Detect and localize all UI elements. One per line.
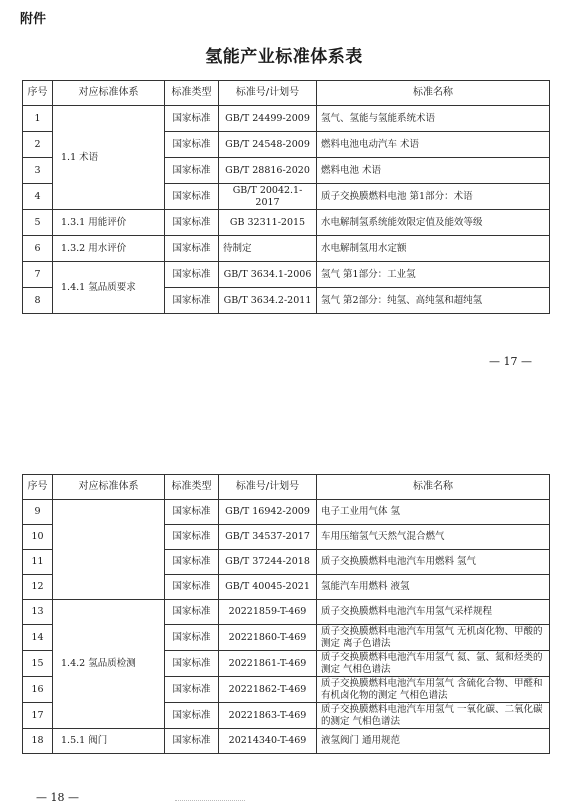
row-name: 水电解制氢用水定额 (317, 236, 550, 262)
row-name: 氢气、氢能与氢能系统术语 (317, 106, 550, 132)
row-no: 7 (23, 262, 53, 288)
row-no: 6 (23, 236, 53, 262)
row-type: 国家标准 (165, 625, 219, 651)
row-system: 1.5.1 阀门 (53, 729, 165, 754)
row-system: 1.1 术语 (53, 106, 165, 210)
row-code: GB/T 3634.2-2011 (219, 288, 317, 314)
row-name: 质子交换膜燃料电池 第1部分：术语 (317, 184, 550, 210)
row-type: 国家标准 (165, 525, 219, 550)
col-header-code: 标准号/计划号 (219, 81, 317, 106)
row-name: 氢气 第1部分：工业氢 (317, 262, 550, 288)
standards-table-page-18 (22, 474, 550, 754)
row-name: 质子交换膜燃料电池汽车用氢气 无机卤化物、甲酸的测定 离子色谱法 (317, 625, 550, 651)
row-name: 燃料电池电动汽车 术语 (317, 132, 550, 158)
row-code: 20221863-T-469 (219, 703, 317, 729)
row-no: 4 (23, 184, 53, 210)
col-header-no: 序号 (23, 475, 53, 500)
row-name: 液氢阀门 通用规范 (317, 729, 550, 754)
row-type: 国家标准 (165, 729, 219, 754)
standards-table-page-17 (22, 80, 550, 314)
row-system: 1.3.1 用能评价 (53, 210, 165, 236)
row-code: GB/T 34537-2017 (219, 525, 317, 550)
row-no: 8 (23, 288, 53, 314)
col-header-type: 标准类型 (165, 81, 219, 106)
row-no: 11 (23, 550, 53, 575)
row-no: 14 (23, 625, 53, 651)
table-row (23, 600, 550, 625)
page-number-17: — 17 — (489, 355, 532, 368)
row-code: GB/T 40045-2021 (219, 575, 317, 600)
table-header-row (23, 475, 550, 500)
row-name: 质子交换膜燃料电池汽车用氢气 含硫化合物、甲醛和有机卤化物的测定 气相色谱法 (317, 677, 550, 703)
row-type: 国家标准 (165, 500, 219, 525)
row-name: 质子交换膜燃料电池汽车用氢气 氦、氩、氮和烃类的测定 气相色谱法 (317, 651, 550, 677)
row-code: GB/T 16942-2009 (219, 500, 317, 525)
row-type: 国家标准 (165, 132, 219, 158)
row-no: 3 (23, 158, 53, 184)
row-type: 国家标准 (165, 600, 219, 625)
row-name: 氢气 第2部分：纯氢、高纯氢和超纯氢 (317, 288, 550, 314)
table-header-row (23, 81, 550, 106)
row-no: 15 (23, 651, 53, 677)
row-no: 2 (23, 132, 53, 158)
col-header-name: 标准名称 (317, 81, 550, 106)
row-code: GB/T 28816-2020 (219, 158, 317, 184)
row-no: 13 (23, 600, 53, 625)
row-system (53, 500, 165, 600)
table-row (23, 236, 550, 262)
row-type: 国家标准 (165, 288, 219, 314)
page-number-18: — 18 — (36, 791, 79, 804)
row-code: GB/T 24548-2009 (219, 132, 317, 158)
row-code: GB/T 37244-2018 (219, 550, 317, 575)
col-header-no: 序号 (23, 81, 53, 106)
row-type: 国家标准 (165, 550, 219, 575)
row-name: 质子交换膜燃料电池汽车用燃料 氢气 (317, 550, 550, 575)
table-row (23, 106, 550, 132)
row-no: 10 (23, 525, 53, 550)
row-type: 国家标准 (165, 703, 219, 729)
row-type: 国家标准 (165, 575, 219, 600)
row-type: 国家标准 (165, 184, 219, 210)
col-header-name: 标准名称 (317, 475, 550, 500)
row-type: 国家标准 (165, 262, 219, 288)
row-code: GB/T 3634.1-2006 (219, 262, 317, 288)
row-system: 1.3.2 用水评价 (53, 236, 165, 262)
row-name: 燃料电池 术语 (317, 158, 550, 184)
row-type: 国家标准 (165, 677, 219, 703)
row-code: 20221861-T-469 (219, 651, 317, 677)
col-header-system: 对应标准体系 (53, 475, 165, 500)
row-no: 18 (23, 729, 53, 754)
col-header-type: 标准类型 (165, 475, 219, 500)
row-no: 9 (23, 500, 53, 525)
row-name: 质子交换膜燃料电池汽车用氢气采样规程 (317, 600, 550, 625)
row-code: 20221859-T-469 (219, 600, 317, 625)
row-name: 水电解制氢系统能效限定值及能效等级 (317, 210, 550, 236)
table-row (23, 500, 550, 525)
row-type: 国家标准 (165, 158, 219, 184)
row-type: 国家标准 (165, 106, 219, 132)
row-no: 5 (23, 210, 53, 236)
row-type: 国家标准 (165, 651, 219, 677)
scan-artifact-line (175, 800, 245, 802)
row-name: 车用压缩氢气天然气混合燃气 (317, 525, 550, 550)
row-name: 氢能汽车用燃料 液氢 (317, 575, 550, 600)
row-name: 质子交换膜燃料电池汽车用氢气 一氧化碳、二氧化碳的测定 气相色谱法 (317, 703, 550, 729)
row-code: 待制定 (219, 236, 317, 262)
row-no: 1 (23, 106, 53, 132)
row-system: 1.4.2 氢品质检测 (53, 600, 165, 729)
row-code: 20221862-T-469 (219, 677, 317, 703)
row-no: 17 (23, 703, 53, 729)
row-type: 国家标准 (165, 236, 219, 262)
attachment-label: 附件 (20, 12, 47, 27)
row-name: 电子工业用气体 氢 (317, 500, 550, 525)
row-code: GB/T 20042.1-2017 (219, 184, 317, 210)
col-header-system: 对应标准体系 (53, 81, 165, 106)
table-row (23, 210, 550, 236)
row-code: GB 32311-2015 (219, 210, 317, 236)
table-row (23, 262, 550, 288)
row-code: 20214340-T-469 (219, 729, 317, 754)
row-no: 16 (23, 677, 53, 703)
row-code: GB/T 24499-2009 (219, 106, 317, 132)
row-system: 1.4.1 氢品质要求 (53, 262, 165, 314)
table-row (23, 729, 550, 754)
page-title: 氢能产业标准体系表 (205, 47, 363, 67)
row-type: 国家标准 (165, 210, 219, 236)
row-code: 20221860-T-469 (219, 625, 317, 651)
row-no: 12 (23, 575, 53, 600)
col-header-code: 标准号/计划号 (219, 475, 317, 500)
